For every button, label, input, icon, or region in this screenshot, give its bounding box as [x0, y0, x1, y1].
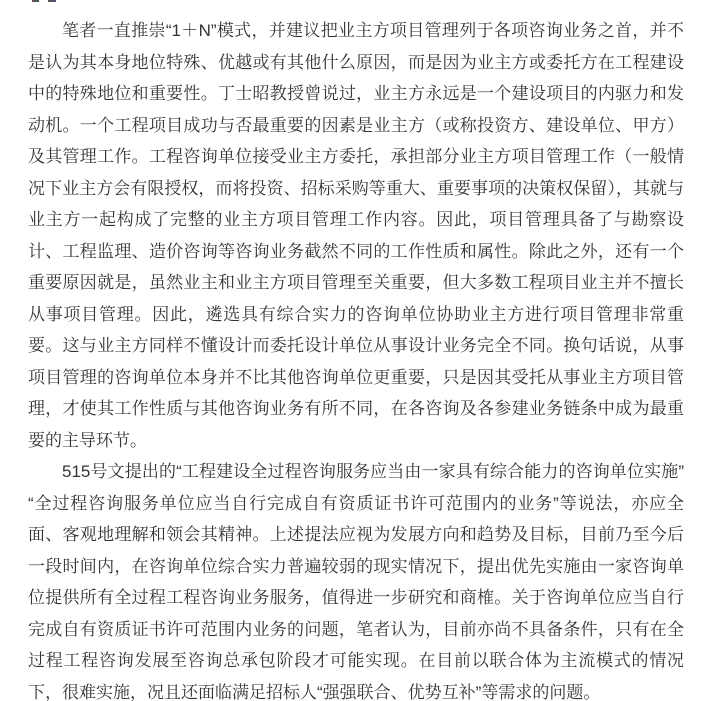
paragraph-515-document-discussion: 515号文提出的“工程建设全过程咨询服务应当由一家具有综合能力的咨询单位实施”“全过程咨询服务单位应当自行完成自有资质证书许可范围内的业务”等说法，亦应全面、客观地理解和领会其精神。上述提法应视为发展方向和趋势及目标，目前乃至今后一段时间内，在咨询单位综合实力普遍较弱的现实情况下，提出优先实施由一家咨询单位提供所有全过程工程咨询业务服务，值得进一步研究和商榷。关于咨询单位应当自行完成自有资质证书许可范围内业务的问题，笔者认为，目前亦尚不具备条件，只有在全过程工程咨询发展至咨询总承包阶段才可能实现。在目前以联合体为主流模式的情况下，很难实施，况且还面临满足招标人“强强联合、优势互补”等需求的问题。 — [28, 462, 684, 701]
paragraph-owner-project-management: 笔者一直推崇“1＋N”模式，并建议把业主方项目管理列于各项咨询业务之首，并不是认为其本身地位特殊、优越或有其他什么原因，而是因为业主方或委托方在工程建设中的特殊地位和重要性。丁士昭教授曾说过，业主方永远是一个建设项目的内驱力和发动机。一个工程项目成功与否最重要的因素是业主方（或称投资方、建设单位、甲方）及其管理工作。工程咨询单位接受业主方委托，承担部分业主方项目管理工作（一般情况下业主方会有限授权，而将投资、招标采购等重大、重要事项的决策权保留），其就与业主方一起构成了完整的业主方项目管理工作内容。因此，项目管理具备了与勘察设计、工程监理、造价咨询等咨询业务截然不同的工作性质和属性。除此之外，还有一个重要原因就是，虽然业主和业主方项目管理至关重要，但大多数工程项目业主并不擅长从事项目管理。因此，遴选具有综合实力的咨询单位协助业主方进行项目管理非常重要。这与业主方同样不懂设计而委托设计单位从事设计业务完全不同。换句话说，从事项目管理的咨询单位本身并不比其他咨询单位更重要，只是因其受托从事业主方项目管理，才使其工作性质与其他咨询业务有所不同，在各咨询及各参建业务链条中成为最重要的主导环节。 — [28, 21, 684, 450]
document-body — [28, 0, 684, 701]
